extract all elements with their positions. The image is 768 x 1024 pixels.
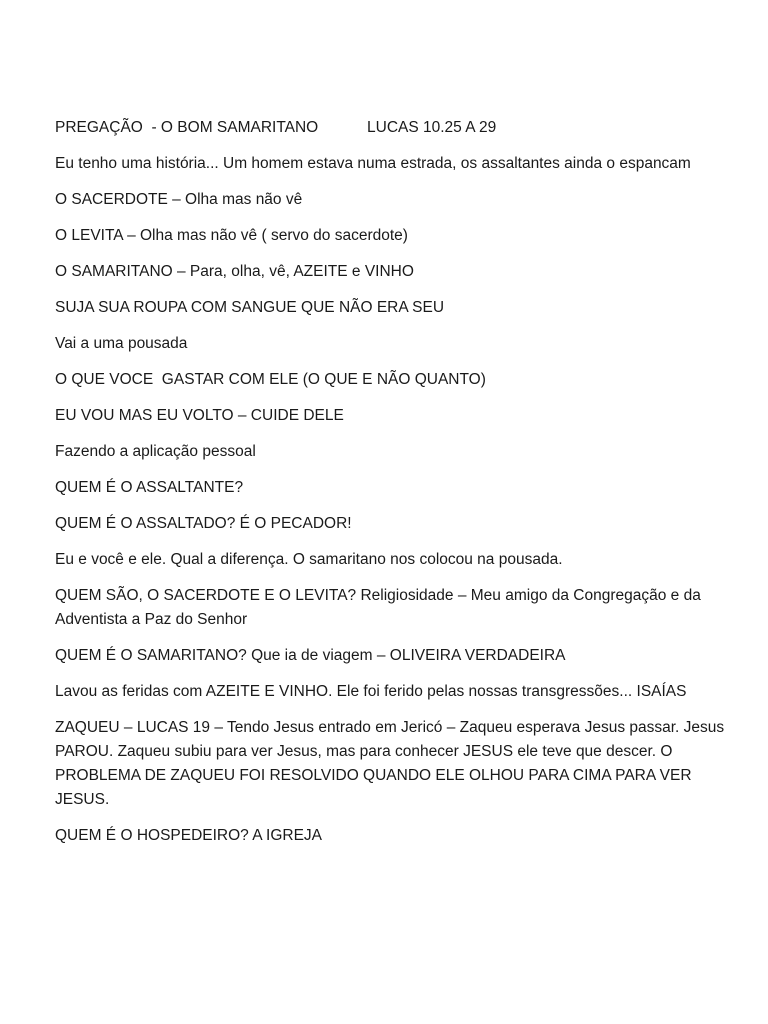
paragraph: QUEM É O HOSPEDEIRO? A IGREJA [55,827,323,844]
paragraph: QUEM É O ASSALTADO? É O PECADOR! [55,515,352,532]
paragraph: Fazendo a aplicação pessoal [55,443,256,460]
paragraph: QUEM É O SAMARITANO? Que ia de viagem – OLIVEIRA VERDADEIRA [55,647,566,664]
paragraph: O SACERDOTE – Olha mas não vê [55,191,303,208]
paragraph: QUEM SÃO, O SACERDOTE E O LEVITA? Religiosidade – Meu amigo da Congregação e da Adventista a Paz do Senhor [55,587,705,628]
sermon-notes [55,116,735,860]
paragraph: SUJA SUA ROUPA COM SANGUE QUE NÃO ERA SEU [55,299,445,316]
paragraph: Eu e você e ele. Qual a diferença. O samaritano nos colocou na pousada. [55,551,563,568]
paragraph: O LEVITA – Olha mas não vê ( servo do sacerdote) [55,227,408,244]
paragraph: ZAQUEU – LUCAS 19 – Tendo Jesus entrado em Jericó – Zaqueu esperava Jesus passar. Jesus PAROU. Zaqueu subiu para ver Jesus, mas para conhecer JESUS ele teve que descer. O PROBLEMA DE ZAQUEU FOI RESOLVIDO QUANDO ELE OLHOU PARA CIMA PARA VER JESUS. [55,719,729,808]
paragraph: O SAMARITANO – Para, olha, vê, AZEITE e VINHO [55,263,414,280]
bible-reference: LUCAS 10.25 A 29 [367,119,497,136]
title-row [55,116,735,140]
paragraph: QUEM É O ASSALTANTE? [55,479,244,496]
paragraph: EU VOU MAS EU VOLTO – CUIDE DELE [55,407,344,424]
paragraph: O QUE VOCE GASTAR COM ELE (O QUE E NÃO QUANTO) [55,371,486,388]
paragraph: Eu tenho uma história... Um homem estava numa estrada, os assaltantes ainda o espancam [55,155,691,172]
sermon-title: PREGAÇÃO - O BOM SAMARITANO [55,119,319,136]
paragraph: Lavou as feridas com AZEITE E VINHO. Ele foi ferido pelas nossas transgressões... ISAÍAS [55,683,687,700]
paragraph: Vai a uma pousada [55,335,188,352]
